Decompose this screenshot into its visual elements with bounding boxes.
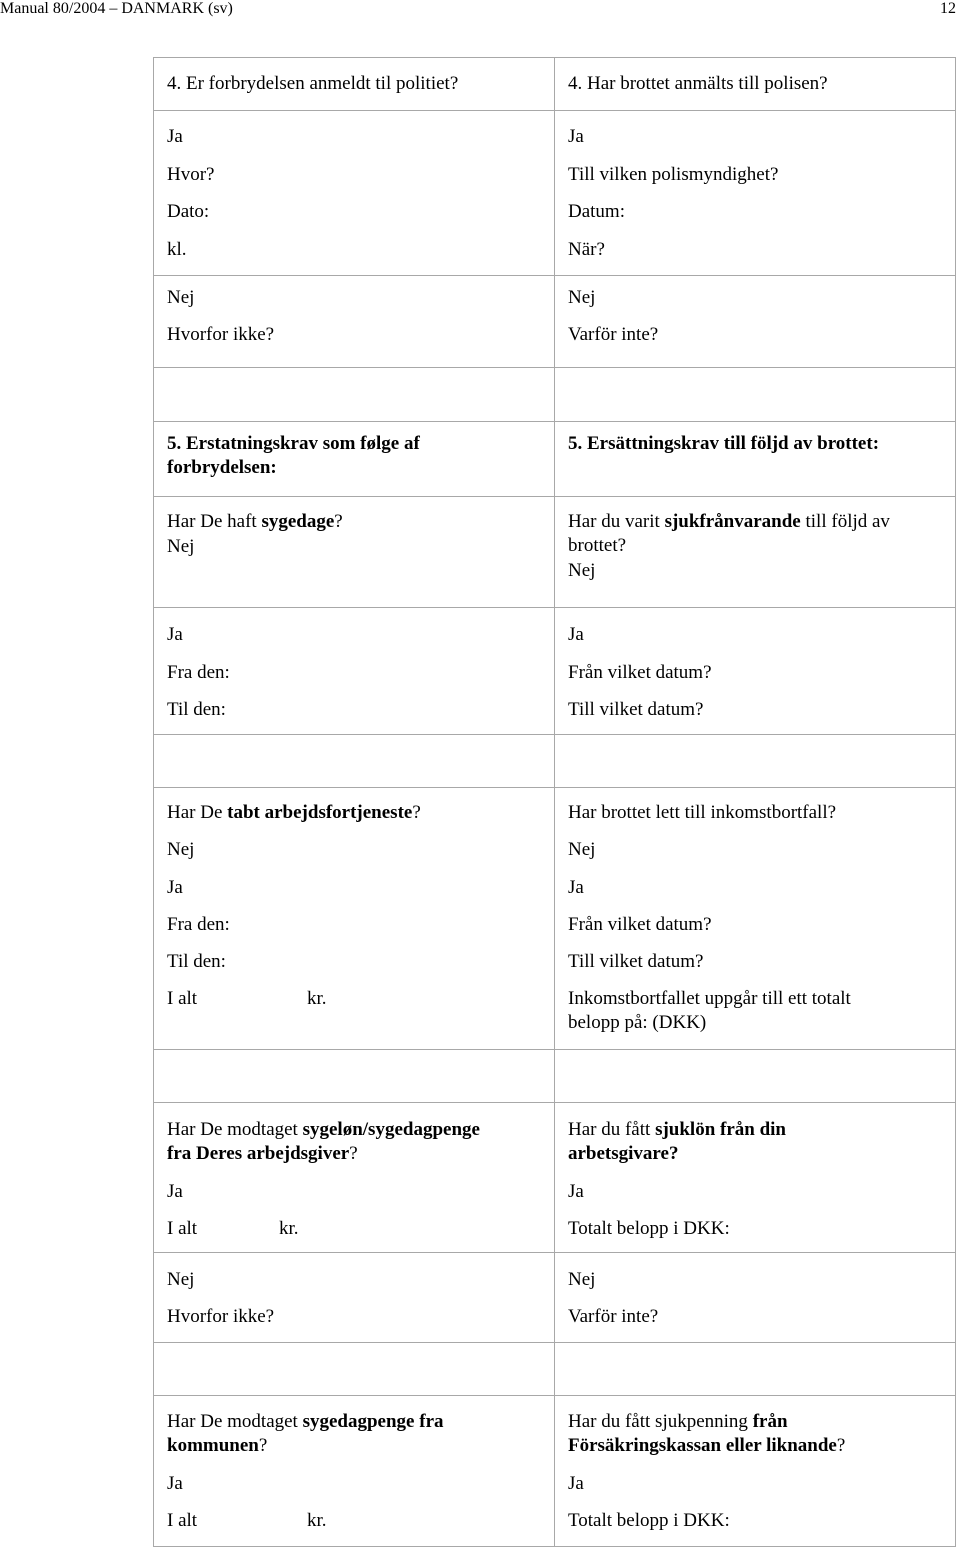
employer-da-no-option[interactable]: Nej [167, 1269, 195, 1290]
q4-da-title: 4. Er forbrydelsen anmeldt til politiet? [167, 73, 459, 94]
income-da-no-option[interactable]: Nej [167, 839, 195, 860]
spacer-row [154, 368, 956, 422]
q4-da-where-label: Hvor? [167, 164, 215, 185]
employer-sv-yes-option[interactable]: Ja [568, 1181, 584, 1202]
sick-sv-yes-option[interactable]: Ja [568, 624, 584, 645]
q4-da-why-not-label: Hvorfor ikke? [167, 324, 275, 345]
q4-sv-title-cell [555, 58, 956, 111]
sick-da-to-label: Til den: [167, 699, 226, 720]
employer-da-why-not-label: Hvorfor ikke? [167, 1306, 275, 1327]
q4-sv-date-label: Datum: [568, 201, 625, 222]
employer-da-total: I alt kr. [167, 1218, 299, 1239]
income-sv-no-option[interactable]: Nej [568, 839, 596, 860]
municipality-da-question-line-2: kommunen? [167, 1435, 268, 1456]
sick-sv-question: Har du varit sjukfrånvarande till följd av [568, 511, 890, 532]
q4-da-time-label: kl. [167, 239, 187, 260]
q4-sv-title: 4. Har brottet anmälts till polisen? [568, 73, 828, 94]
q4-sv-no-option[interactable]: Nej [568, 287, 596, 308]
income-sv-yes-option[interactable]: Ja [568, 877, 584, 898]
municipality-da-total: I alt kr. [167, 1510, 327, 1531]
municipality-da-yes-option[interactable]: Ja [167, 1473, 183, 1494]
q4-no-row [154, 276, 956, 368]
employer-sv-total-label: Totalt belopp i DKK: [568, 1218, 730, 1239]
income-sv-to-label: Till vilket datum? [568, 951, 704, 972]
income-sv-total-line-1: Inkomstbortfallet uppgår till ett totalt [568, 988, 851, 1009]
q4-yes-row [154, 111, 956, 276]
income-loss-row [154, 788, 956, 1050]
q5-title-row [154, 422, 956, 497]
q4-sv-when-label: När? [568, 239, 605, 260]
municipality-sv-question-line-2: Försäkringskassan eller liknande? [568, 1435, 846, 1456]
employer-sv-why-not-label: Varför inte? [568, 1306, 659, 1327]
q4-sv-why-not-label: Varför inte? [568, 324, 659, 345]
sick-sv-question-line-2: brottet? [568, 535, 627, 556]
q4-da-yes-option[interactable]: Ja [167, 126, 183, 147]
spacer-row [154, 735, 956, 788]
sick-sv-from-label: Från vilket datum? [568, 662, 712, 683]
claim-form-table [153, 57, 956, 1547]
municipality-da-question-line-1: Har De modtaget sygedagpenge fra [167, 1411, 444, 1432]
employer-pay-row [154, 1103, 956, 1253]
q5-da-title-line-2: forbrydelsen: [167, 457, 277, 478]
sick-da-no-option[interactable]: Nej [167, 536, 195, 557]
page-number: 12 [940, 0, 956, 17]
q4-da-title-cell [154, 58, 555, 111]
municipality-sv-total-label: Totalt belopp i DKK: [568, 1510, 730, 1531]
q5-sv-title: 5. Ersättningskrav till följd av brottet: [568, 433, 880, 454]
sick-da-yes-option[interactable]: Ja [167, 624, 183, 645]
q4-title-row [154, 58, 956, 111]
income-da-to-label: Til den: [167, 951, 226, 972]
spacer-row [154, 1343, 956, 1396]
q4-sv-authority-label: Till vilken polismyndighet? [568, 164, 779, 185]
employer-sv-question-line-1: Har du fått sjuklön från din [568, 1119, 787, 1140]
employer-no-row [154, 1253, 956, 1343]
employer-sv-question-line-2: arbetsgivare? [568, 1143, 679, 1164]
income-da-total: I alt kr. [167, 988, 327, 1009]
municipality-pay-row [154, 1396, 956, 1547]
q4-da-no-option[interactable]: Nej [167, 287, 195, 308]
municipality-sv-yes-option[interactable]: Ja [568, 1473, 584, 1494]
q4-sv-yes-option[interactable]: Ja [568, 126, 584, 147]
q4-da-date-label: Dato: [167, 201, 210, 222]
sick-days-question-row [154, 497, 956, 608]
employer-da-question-line-2: fra Deres arbejdsgiver? [167, 1143, 358, 1164]
employer-da-question-line-1: Har De modtaget sygeløn/sygedagpenge [167, 1119, 480, 1140]
income-da-yes-option[interactable]: Ja [167, 877, 183, 898]
sick-sv-to-label: Till vilket datum? [568, 699, 704, 720]
income-sv-question: Har brottet lett till inkomstbortfall? [568, 802, 837, 823]
sick-sv-no-option[interactable]: Nej [568, 560, 596, 581]
sick-da-from-label: Fra den: [167, 662, 230, 683]
municipality-sv-question-line-1: Har du fått sjukpenning från [568, 1411, 788, 1432]
running-header: Manual 80/2004 – DANMARK (sv) [0, 0, 233, 17]
income-sv-from-label: Från vilket datum? [568, 914, 712, 935]
sick-days-yes-row [154, 608, 956, 735]
spacer-row [154, 1050, 956, 1103]
income-sv-total-line-2: belopp på: (DKK) [568, 1012, 707, 1033]
income-da-question: Har De tabt arbejdsfortjeneste? [167, 802, 421, 823]
employer-da-yes-option[interactable]: Ja [167, 1181, 183, 1202]
employer-sv-no-option[interactable]: Nej [568, 1269, 596, 1290]
income-da-from-label: Fra den: [167, 914, 230, 935]
sick-da-question: Har De haft sygedage? [167, 511, 343, 532]
q5-da-title-line-1: 5. Erstatningskrav som følge af [167, 433, 420, 454]
